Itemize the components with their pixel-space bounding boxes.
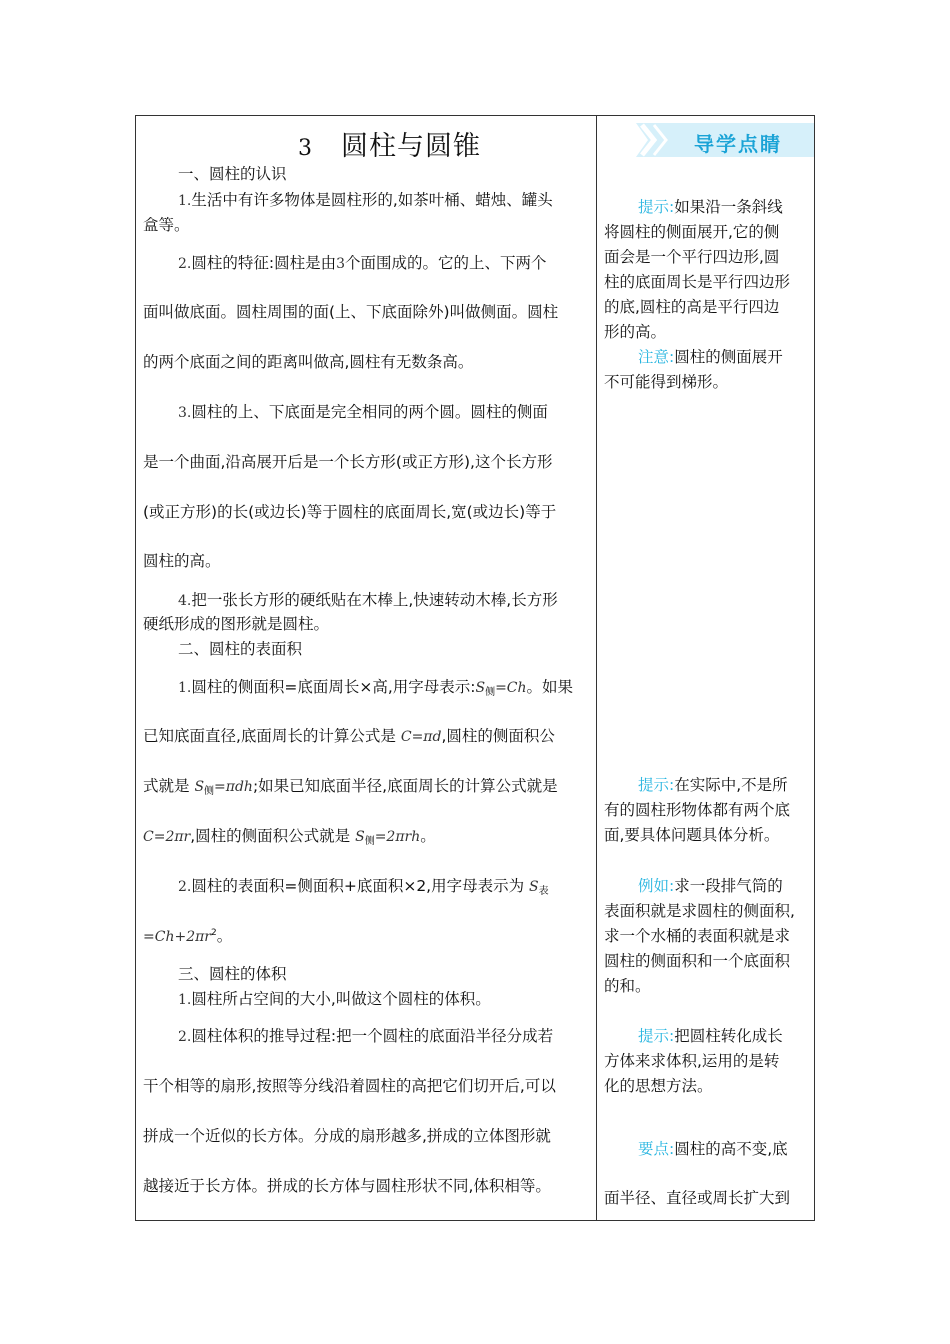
- note-line: 不可能得到梯形。: [604, 373, 729, 391]
- note-line: 面,要具体问题具体分析。: [604, 826, 780, 844]
- paragraph-line: 4.把一张长方形的硬纸贴在木棒上,快速转动木棒,长方形: [178, 591, 558, 609]
- note-line: 注意:圆柱的侧面展开: [638, 348, 783, 366]
- paragraph-line: 的两个底面之间的距离叫做高,圆柱有无数条高。: [143, 353, 474, 371]
- paragraph-line: 已知底面直径,底面周长的计算公式是 C=πd,圆柱的侧面积公: [143, 727, 555, 745]
- paragraph-line: (或正方形)的长(或边长)等于圆柱的底面周长,宽(或边长)等于: [143, 503, 557, 521]
- note-line: 表面积就是求圆柱的侧面积,: [604, 902, 795, 920]
- badge-label: 导学点睛: [694, 132, 782, 156]
- note-tag: 注意:: [638, 348, 675, 366]
- note-line: 面半径、直径或周长扩大到: [604, 1189, 791, 1207]
- note-line: 求一个水桶的表面积就是求: [604, 927, 791, 945]
- guide-badge: [636, 123, 814, 157]
- note-line: 方体来求体积,运用的是转: [604, 1052, 780, 1070]
- paragraph-line: 1.生活中有许多物体是圆柱形的,如茶叶桶、蜡烛、罐头: [178, 191, 553, 209]
- paragraph-line: 1.圆柱的侧面积=底面周长×高,用字母表示$:S_侧=Ch$。如果: [178, 678, 574, 698]
- note-line: 圆柱的侧面积和一个底面积: [604, 952, 791, 970]
- note-line: 柱的底面周长是平行四边形: [604, 273, 791, 291]
- note-line: 的和。: [604, 977, 651, 995]
- note-line: 有的圆柱形物体都有两个底: [604, 801, 791, 819]
- note-tag: 例如:: [638, 877, 675, 895]
- paragraph-line: 圆柱的高。: [143, 552, 221, 570]
- note-line: 化的思想方法。: [604, 1077, 713, 1095]
- paragraph-line: 硬纸形成的图形就是圆柱。: [143, 615, 330, 633]
- section-heading: 一、圆柱的认识: [178, 165, 287, 183]
- note-line: 要点:圆柱的高不变,底: [638, 1140, 788, 1158]
- paragraph-line: 盒等。: [143, 216, 190, 234]
- note-tag: 提示:: [638, 198, 675, 216]
- paragraph-line: 干个相等的扇形,按照等分线沿着圆柱的高把它们切开后,可以: [143, 1077, 556, 1095]
- paragraph-line: C=2πr,圆柱的侧面积公式就是 $S_侧=2\pi rh$。: [143, 827, 436, 847]
- paragraph-line: 2.圆柱体积的推导过程:把一个圆柱的底面沿半径分成若: [178, 1027, 554, 1045]
- note-tag: 要点:: [638, 1140, 675, 1158]
- section-heading: 三、圆柱的体积: [178, 965, 287, 983]
- note-line: 的底,圆柱的高是平行四边: [604, 298, 780, 316]
- note-line: 提示:如果沿一条斜线: [638, 198, 783, 216]
- note-line: 形的高。: [604, 323, 667, 341]
- paragraph-line: 2.圆柱的特征:圆柱是由3个面围成的。它的上、下两个: [178, 254, 547, 272]
- paragraph-line: 3.圆柱的上、下底面是完全相同的两个圆。圆柱的侧面: [178, 403, 548, 421]
- note-line: 面会是一个平行四边形,圆: [604, 248, 780, 266]
- paragraph-line: 是一个曲面,沿高展开后是一个长方形(或正方形),这个长方形: [143, 453, 553, 471]
- note-tag: 提示:: [638, 776, 675, 794]
- chapter-title: 圆柱与圆锥: [341, 131, 481, 162]
- section-heading: 二、圆柱的表面积: [178, 640, 303, 658]
- note-tag: 提示:: [638, 1027, 675, 1045]
- note-line: 将圆柱的侧面展开,它的侧: [604, 223, 780, 241]
- note-line: 提示:把圆柱转化成长: [638, 1027, 783, 1045]
- chapter-number: 3: [298, 136, 313, 161]
- column-divider: [596, 115, 597, 1221]
- paragraph-line: 1.圆柱所占空间的大小,叫做这个圆柱的体积。: [178, 990, 491, 1008]
- paragraph-line: 式就是 $S_侧=\pi dh$;如果已知底面半径,底面周长的计算公式就是: [143, 777, 558, 797]
- paragraph-line: 拼成一个近似的长方体。分成的扇形越多,拼成的立体图形就: [143, 1127, 551, 1145]
- note-line: 例如:求一段排气筒的: [638, 877, 783, 895]
- note-line: 提示:在实际中,不是所: [638, 776, 788, 794]
- paragraph-line: 2.圆柱的表面积=侧面积+底面积×2,用字母表示为 $S_表$: [178, 877, 549, 897]
- paragraph-line: 面叫做底面。圆柱周围的面(上、下底面除外)叫做侧面。圆柱: [143, 303, 559, 321]
- paragraph-line: $=Ch+2\pi r^2$。: [143, 927, 233, 945]
- paragraph-line: 越接近于长方体。拼成的长方体与圆柱形状不同,体积相等。: [143, 1177, 551, 1195]
- page-title: [298, 124, 481, 163]
